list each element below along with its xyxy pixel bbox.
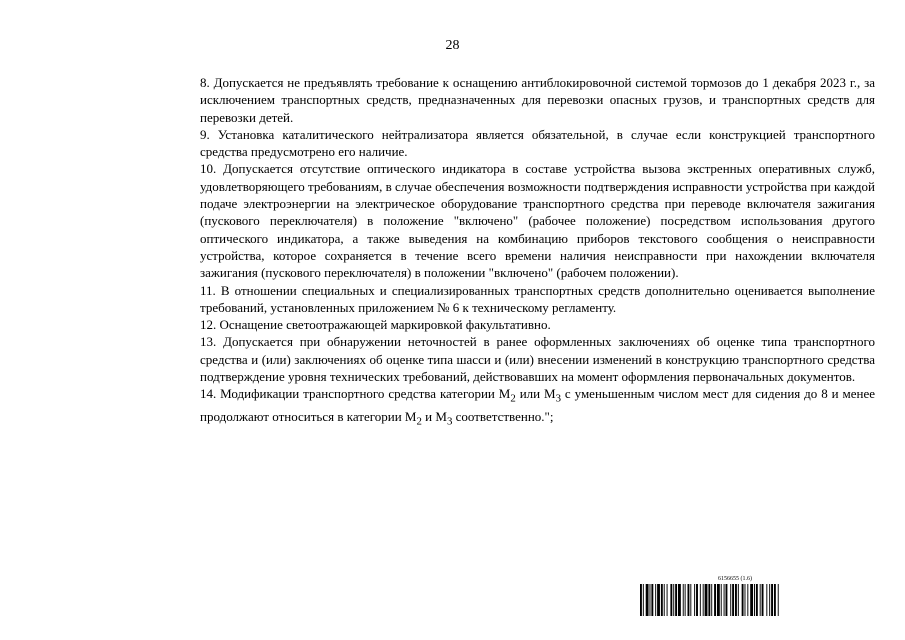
barcode-id-text: 6156655 (1.6) [718,576,752,582]
barcode-bar [688,584,690,616]
paragraph-8: 8. Допускается не предъявлять требование к оснащению антиблокировочной системой тормозов до 1 декабря 2023 г., за исключением транспортных средств, предназначенных для перевозки опасных грузов, и транспортных средств для перевозки детей. [200,75,875,125]
barcode-bar [705,584,708,616]
barcode-bar [762,584,764,616]
barcode-bar [738,584,739,616]
barcode-bar [735,584,737,616]
barcode-bar [657,584,660,616]
barcode-bar [724,584,725,616]
barcode-bar [769,584,770,616]
barcode-bar [683,584,684,616]
paragraph-11: 11. В отношении специальных и специализированных транспортных средств дополнительно оценивается выполнение требований, установленных приложением № 6 к техническому регламенту. [200,282,875,315]
barcode-bar [651,584,653,616]
barcode-bar [650,584,651,616]
barcode-bar [745,584,746,616]
barcode-bar [696,584,698,616]
barcode-bar [640,584,642,616]
barcode-bar [714,584,716,616]
paragraph-14-text-4: и М [421,409,447,425]
barcode-bar [756,584,758,616]
barcode-bar [646,584,649,616]
barcode-bar [721,584,722,616]
barcode-bar [730,584,731,616]
barcode-bar [742,584,744,616]
barcode-bar [678,584,681,616]
barcode-bar [766,584,767,616]
barcode-bar [670,584,672,616]
barcode-bar [747,584,748,616]
paragraph-12: 12. Оснащение светоотражающей маркировкой факультативно. [200,317,551,333]
barcode-bar [664,584,665,616]
document-body [200,74,875,431]
barcode-bar [661,584,663,616]
barcode-bar [717,584,720,616]
barcode-bar [675,584,677,616]
paragraph-14-text-3: с уменьшенным числом мест для сидения до 8 и менее продолжают относиться в категории М [200,386,876,425]
barcode-bar [711,584,712,616]
barcode-bar [700,584,701,616]
barcode-bar [750,584,753,616]
subscript-2b: 2 [416,415,422,428]
subscript-2: 2 [510,392,516,405]
barcode-bar [732,584,734,616]
subscript-3b: 3 [446,415,453,428]
barcode-bar [708,584,710,616]
barcode-bar [703,584,704,616]
subscript-3: 3 [555,392,562,405]
barcode-bar [694,584,695,616]
barcode-bar [690,584,691,616]
barcode-bar [643,584,644,616]
paragraph-14-text-2: или М [515,386,556,402]
barcode-bar [726,584,728,616]
barcode-bar [774,584,776,616]
paragraph-10: 10. Допускается отсутствие оптического индикатора в составе устройства вызова экстренных оперативных служб, удовлетворяющего требованиям, в случае обеспечения возможности подтверждения исправности устройства при каждой подаче электроэнергии на электрическое оборудование транспортного средства при переводе включателя зажигания (пускового переключателя) в положение "включено" (рабочее положение) посредством использования другого оптического индикатора, а также выведения на комбинацию приборов текстового сообщения о неисправности устройства, которое сохраняется в течение всего времени наличия неисправности при нахождении включателя зажигания (пускового переключателя) в положении "включено" (рабочем положении). [200,161,875,281]
barcode-bar [655,584,656,616]
paragraph-14-text-5: соответственно."; [452,409,554,425]
page-number: 28 [445,38,460,53]
barcode-bar [667,584,668,616]
barcode-bar [771,584,773,616]
paragraph-14 [200,385,875,431]
barcode-bar [685,584,686,616]
barcode-bar [673,584,674,616]
barcode-block [640,576,858,618]
paragraph-14-text-1: 14. Модификации транспортного средства категории М [200,386,511,402]
paragraph-9: 9. Установка каталитического нейтрализатора является обязательной, в случае если конструкцией транспортного средства предусмотрено его наличие. [200,126,875,160]
barcode-bar [754,584,755,616]
barcode-bar [760,584,761,616]
barcode-icon [640,584,858,616]
barcode-bar [778,584,779,616]
paragraph-13: 13. Допускается при обнаружении неточностей в ранее оформленных заключениях об оценке типа транспортного средства и (или) заключениях об оценке типа шасси и (или) внесении изменений в конструкцию транспортного средства подтверждение уровня технических требований, действовавших на момент оформления первоначальных документов. [200,334,875,385]
